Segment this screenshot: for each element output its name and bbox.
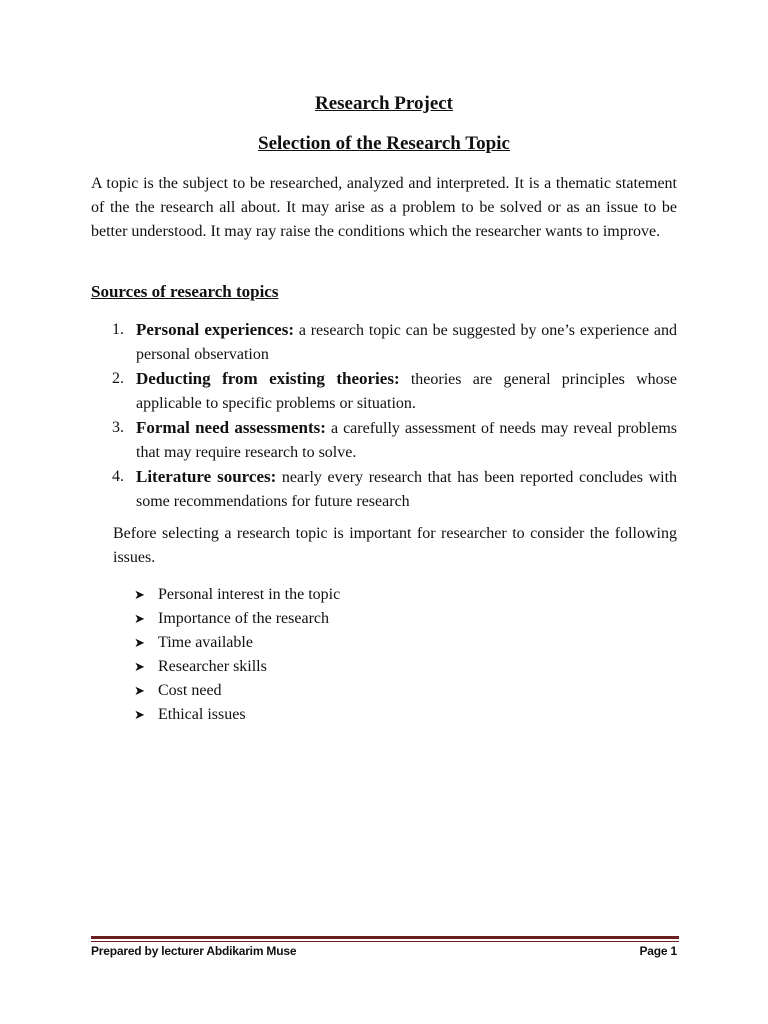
issue-text: Researcher skills	[158, 658, 267, 675]
document-subtitle: Selection of the Research Topic	[258, 133, 510, 154]
list-number: 1.	[112, 321, 124, 338]
arrowhead-bullet-icon: ➤	[134, 611, 145, 626]
issue-text: Personal interest in the topic	[158, 586, 341, 603]
list-item	[134, 583, 340, 607]
issue-text: Importance of the research	[158, 610, 330, 627]
arrowhead-bullet-icon: ➤	[134, 635, 145, 650]
list-item	[134, 631, 340, 655]
source-description: a carefully assessment of needs may reveal problems that may require research to solve.	[136, 420, 678, 461]
arrowhead-bullet-icon: ➤	[134, 587, 145, 602]
list-item	[112, 367, 677, 416]
footer-rule-thick	[91, 936, 679, 939]
list-item	[134, 679, 340, 703]
source-description: a research topic can be suggested by one’s experience and personal observation	[136, 322, 678, 363]
source-term: Formal need assessments:	[136, 418, 326, 437]
list-item	[134, 607, 340, 631]
footer-rule-thin	[91, 941, 679, 942]
sources-heading: Sources of research topics	[91, 282, 279, 301]
list-item	[112, 318, 677, 367]
source-term: Personal experiences:	[136, 320, 295, 339]
arrowhead-bullet-icon: ➤	[134, 707, 145, 722]
intro-paragraph: A topic is the subject to be researched, analyzed and interpreted. It is a thematic statement of the the research all about. It may arise as a problem to be solved or as an issue to be better understood. It may ray raise the conditions which the researcher wants to improve.	[91, 175, 677, 240]
arrowhead-bullet-icon: ➤	[134, 659, 145, 674]
footer-author: Prepared by lecturer Abdikarim Muse	[91, 944, 297, 958]
page-number: Page 1	[639, 944, 677, 958]
list-item	[112, 465, 677, 514]
list-item	[112, 416, 677, 465]
source-description: nearly every research that has been reported concludes with some recommendations for future research	[136, 469, 678, 510]
list-number: 2.	[112, 370, 124, 387]
issues-list	[134, 583, 340, 727]
issue-text: Cost need	[158, 682, 222, 699]
considerations-intro: Before selecting a research topic is important for researcher to consider the following issues.	[113, 525, 677, 566]
source-description: theories are general principles whose applicable to specific problems or situation.	[136, 371, 678, 412]
list-item	[134, 655, 340, 679]
issue-text: Time available	[158, 634, 253, 651]
issue-text: Ethical issues	[158, 706, 246, 723]
list-item	[134, 703, 340, 727]
list-number: 4.	[112, 468, 124, 485]
source-term: Deducting from existing theories:	[136, 369, 400, 388]
sources-list	[112, 318, 677, 514]
list-number: 3.	[112, 419, 124, 436]
source-term: Literature sources:	[136, 467, 277, 486]
document-title: Research Project	[314, 93, 454, 114]
arrowhead-bullet-icon: ➤	[134, 683, 145, 698]
